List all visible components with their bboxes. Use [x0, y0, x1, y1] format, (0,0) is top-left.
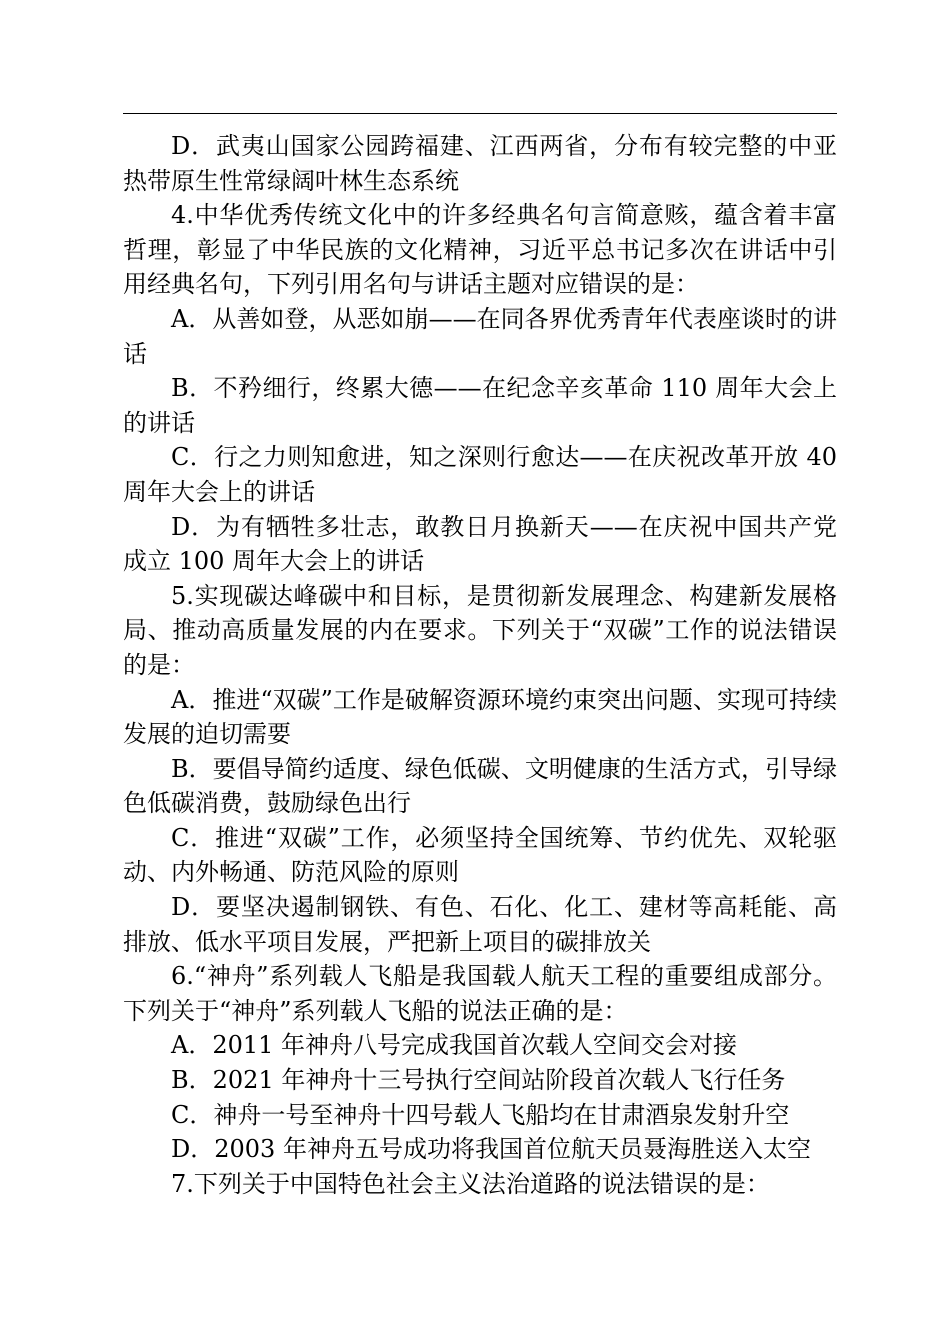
q4-option-a: A．从善如登，从恶如崩——在同各界优秀青年代表座谈时的讲话 [123, 304, 837, 368]
question-5: 5.实现碳达峰碳中和目标，是贯彻新发展理念、构建新发展格局、推动高质量发展的内在要求。下列关于“双碳”工作的说法错误的是： [123, 581, 837, 679]
document-body [123, 129, 837, 1201]
q5-option-c: C．推进“双碳”工作，必须坚持全国统筹、节约优先、双轮驱动、内外畅通、防范风险的原则 [123, 823, 837, 887]
question-7: 7.下列关于中国特色社会主义法治道路的说法错误的是： [171, 1169, 770, 1198]
q5-option-d: D．要坚决遏制钢铁、有色、石化、化工、建材等高耗能、高排放、低水平项目发展，严把新上项目的碳排放关 [123, 893, 837, 956]
q6-option-a: A．2011 年神舟八号完成我国首次载人空间交会对接 [171, 1031, 738, 1060]
q5-option-b: B．要倡导简约适度、绿色低碳、文明健康的生活方式，引导绿色低碳消费，鼓励绿色出行 [123, 754, 837, 818]
q3-option-d: D．武夷山国家公园跨福建、江西两省，分布有较完整的中亚热带原生性常绿阔叶林生态系统 [123, 132, 837, 195]
q6-option-c: C．神舟一号至神舟十四号载人飞船均在甘肃酒泉发射升空 [171, 1100, 790, 1129]
q4-option-d: D．为有牺牲多壮志，敢教日月换新天——在庆祝中国共产党成立 100 周年大会上的讲话 [123, 512, 837, 576]
header-rule [123, 113, 837, 114]
question-4: 4.中华优秀传统文化中的许多经典名句言简意赅，蕴含着丰富哲理，彰显了中华民族的文化精神，习近平总书记多次在讲话中引用经典名句，下列引用名句与讲话主题对应错误的是： [123, 201, 837, 299]
q5-option-a: A．推进“双碳”工作是破解资源环境约束突出问题、实现可持续发展的迫切需要 [123, 685, 837, 749]
q6-option-b: B．2021 年神舟十三号执行空间站阶段首次载人飞行任务 [171, 1066, 786, 1095]
q6-option-d: D．2003 年神舟五号成功将我国首位航天员聂海胜送入太空 [171, 1135, 811, 1164]
q4-option-c: C．行之力则知愈进，知之深则行愈达——在庆祝改革开放 40 周年大会上的讲话 [123, 443, 837, 506]
question-6: 6.“神舟”系列载人飞船是我国载人航天工程的重要组成部分。下列关于“神舟”系列载人飞船的说法正确的是： [123, 962, 837, 1025]
q4-option-b: B．不矜细行，终累大德——在纪念辛亥革命 110 周年大会上的讲话 [123, 374, 837, 437]
